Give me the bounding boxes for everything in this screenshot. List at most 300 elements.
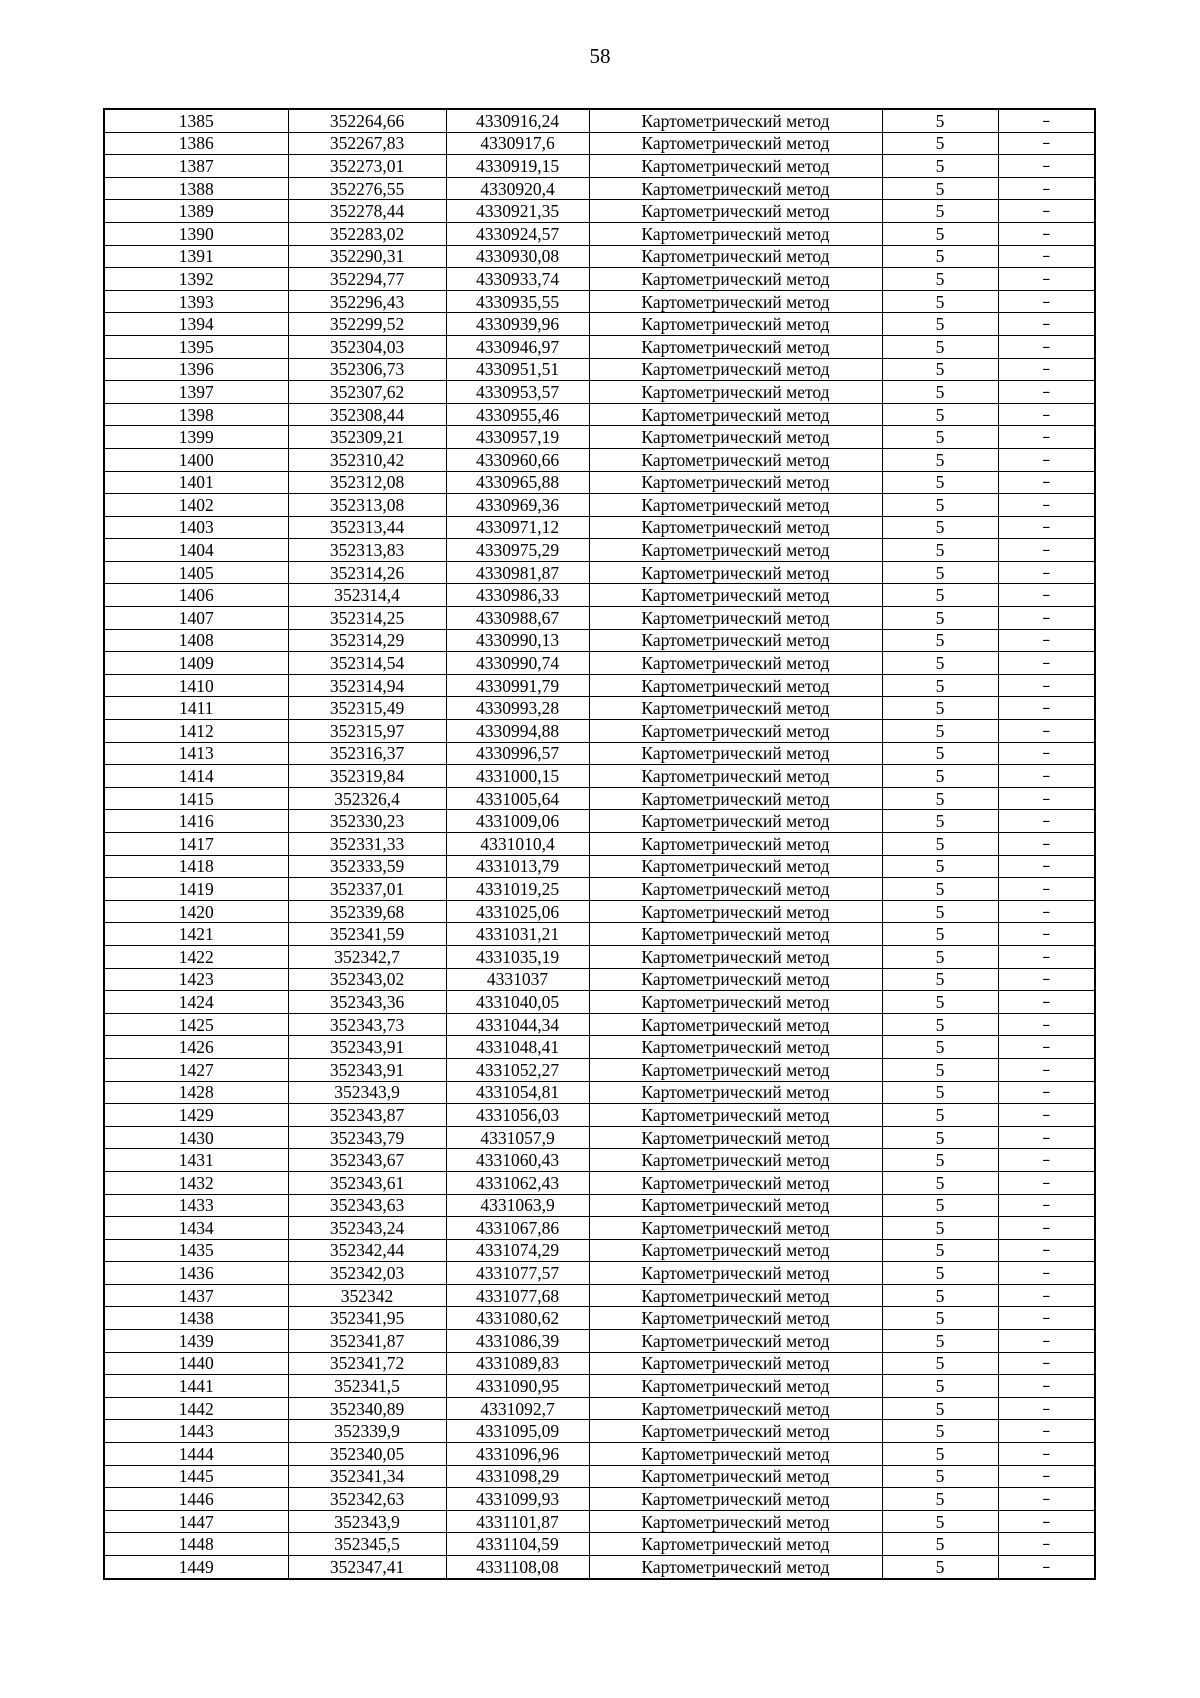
y-coordinate-cell: 4331095,09 [446, 1420, 589, 1443]
accuracy-cell: 5 [882, 629, 998, 652]
note-cell: – [998, 561, 1095, 584]
method-cell: Картометрический метод [589, 245, 882, 268]
y-coordinate-cell: 4331057,9 [446, 1126, 589, 1149]
x-coordinate-cell: 352342,7 [288, 945, 446, 968]
accuracy-cell: 5 [882, 403, 998, 426]
method-cell: Картометрический метод [589, 268, 882, 291]
note-cell: – [998, 1375, 1095, 1398]
method-cell: Картометрический метод [589, 584, 882, 607]
note-cell: – [998, 1488, 1095, 1511]
table-row [104, 1420, 1095, 1443]
y-coordinate-cell: 4331067,86 [446, 1217, 589, 1240]
method-cell: Картометрический метод [589, 1171, 882, 1194]
y-coordinate-cell: 4330930,08 [446, 245, 589, 268]
note-cell: – [998, 539, 1095, 562]
x-coordinate-cell: 352331,33 [288, 833, 446, 856]
accuracy-cell: 5 [882, 1488, 998, 1511]
method-cell: Картометрический метод [589, 1013, 882, 1036]
x-coordinate-cell: 352343,91 [288, 1036, 446, 1059]
x-coordinate-cell: 352343,9 [288, 1510, 446, 1533]
table-row [104, 335, 1095, 358]
method-cell: Картометрический метод [589, 381, 882, 404]
point-number-cell: 1386 [104, 132, 288, 155]
y-coordinate-cell: 4331077,57 [446, 1262, 589, 1285]
table-row [104, 539, 1095, 562]
note-cell: – [998, 177, 1095, 200]
method-cell: Картометрический метод [589, 1465, 882, 1488]
point-number-cell: 1441 [104, 1375, 288, 1398]
note-cell: – [998, 1058, 1095, 1081]
table-row [104, 1194, 1095, 1217]
y-coordinate-cell: 4331108,08 [446, 1556, 589, 1579]
table-row [104, 1262, 1095, 1285]
note-cell: – [998, 923, 1095, 946]
note-cell: – [998, 765, 1095, 788]
x-coordinate-cell: 352314,26 [288, 561, 446, 584]
x-coordinate-cell: 352319,84 [288, 765, 446, 788]
note-cell: – [998, 674, 1095, 697]
table-row [104, 923, 1095, 946]
y-coordinate-cell: 4330988,67 [446, 607, 589, 630]
x-coordinate-cell: 352294,77 [288, 268, 446, 291]
method-cell: Картометрический метод [589, 1194, 882, 1217]
y-coordinate-cell: 4331074,29 [446, 1239, 589, 1262]
method-cell: Картометрический метод [589, 810, 882, 833]
x-coordinate-cell: 352343,79 [288, 1126, 446, 1149]
y-coordinate-cell: 4331044,34 [446, 1013, 589, 1036]
y-coordinate-cell: 4330955,46 [446, 403, 589, 426]
point-number-cell: 1443 [104, 1420, 288, 1443]
x-coordinate-cell: 352341,72 [288, 1352, 446, 1375]
method-cell: Картометрический метод [589, 652, 882, 675]
y-coordinate-cell: 4331056,03 [446, 1104, 589, 1127]
y-coordinate-cell: 4330960,66 [446, 448, 589, 471]
table-row [104, 1556, 1095, 1579]
point-number-cell: 1387 [104, 155, 288, 178]
accuracy-cell: 5 [882, 1013, 998, 1036]
table-row [104, 155, 1095, 178]
x-coordinate-cell: 352343,73 [288, 1013, 446, 1036]
accuracy-cell: 5 [882, 833, 998, 856]
method-cell: Картометрический метод [589, 742, 882, 765]
note-cell: – [998, 1262, 1095, 1285]
table-row [104, 132, 1095, 155]
note-cell: – [998, 1397, 1095, 1420]
table-row [104, 1104, 1095, 1127]
note-cell: – [998, 426, 1095, 449]
method-cell: Картометрический метод [589, 1284, 882, 1307]
point-number-cell: 1392 [104, 268, 288, 291]
y-coordinate-cell: 4331013,79 [446, 855, 589, 878]
method-cell: Картометрический метод [589, 1556, 882, 1579]
table-row [104, 720, 1095, 743]
table-row [104, 109, 1095, 132]
x-coordinate-cell: 352341,34 [288, 1465, 446, 1488]
table-row [104, 1058, 1095, 1081]
point-number-cell: 1390 [104, 222, 288, 245]
note-cell: – [998, 1081, 1095, 1104]
note-cell: – [998, 1330, 1095, 1353]
y-coordinate-cell: 4330957,19 [446, 426, 589, 449]
x-coordinate-cell: 352310,42 [288, 448, 446, 471]
note-cell: – [998, 1510, 1095, 1533]
x-coordinate-cell: 352314,54 [288, 652, 446, 675]
x-coordinate-cell: 352296,43 [288, 290, 446, 313]
table-row [104, 1239, 1095, 1262]
accuracy-cell: 5 [882, 245, 998, 268]
table-row [104, 1171, 1095, 1194]
accuracy-cell: 5 [882, 810, 998, 833]
accuracy-cell: 5 [882, 742, 998, 765]
point-number-cell: 1409 [104, 652, 288, 675]
method-cell: Картометрический метод [589, 1217, 882, 1240]
y-coordinate-cell: 4330971,12 [446, 516, 589, 539]
table-row [104, 1330, 1095, 1353]
method-cell: Картометрический метод [589, 1420, 882, 1443]
x-coordinate-cell: 352313,44 [288, 516, 446, 539]
note-cell: – [998, 652, 1095, 675]
method-cell: Картометрический метод [589, 155, 882, 178]
table-row [104, 697, 1095, 720]
method-cell: Картометрический метод [589, 1533, 882, 1556]
accuracy-cell: 5 [882, 268, 998, 291]
point-number-cell: 1430 [104, 1126, 288, 1149]
note-cell: – [998, 132, 1095, 155]
x-coordinate-cell: 352343,87 [288, 1104, 446, 1127]
y-coordinate-cell: 4331092,7 [446, 1397, 589, 1420]
table-row [104, 1352, 1095, 1375]
x-coordinate-cell: 352342,63 [288, 1488, 446, 1511]
point-number-cell: 1423 [104, 968, 288, 991]
x-coordinate-cell: 352314,94 [288, 674, 446, 697]
y-coordinate-cell: 4330994,88 [446, 720, 589, 743]
point-number-cell: 1398 [104, 403, 288, 426]
note-cell: – [998, 810, 1095, 833]
point-number-cell: 1426 [104, 1036, 288, 1059]
x-coordinate-cell: 352341,5 [288, 1375, 446, 1398]
y-coordinate-cell: 4330965,88 [446, 471, 589, 494]
table-row [104, 765, 1095, 788]
accuracy-cell: 5 [882, 561, 998, 584]
y-coordinate-cell: 4331040,05 [446, 991, 589, 1014]
y-coordinate-cell: 4331054,81 [446, 1081, 589, 1104]
table-row [104, 381, 1095, 404]
x-coordinate-cell: 352267,83 [288, 132, 446, 155]
method-cell: Картометрический метод [589, 1262, 882, 1285]
method-cell: Картометрический метод [589, 448, 882, 471]
note-cell: – [998, 607, 1095, 630]
point-number-cell: 1445 [104, 1465, 288, 1488]
x-coordinate-cell: 352330,23 [288, 810, 446, 833]
method-cell: Картометрический метод [589, 358, 882, 381]
note-cell: – [998, 403, 1095, 426]
x-coordinate-cell: 352314,4 [288, 584, 446, 607]
y-coordinate-cell: 4330916,24 [446, 109, 589, 132]
point-number-cell: 1399 [104, 426, 288, 449]
accuracy-cell: 5 [882, 607, 998, 630]
point-number-cell: 1389 [104, 200, 288, 223]
point-number-cell: 1404 [104, 539, 288, 562]
method-cell: Картометрический метод [589, 945, 882, 968]
method-cell: Картометрический метод [589, 1443, 882, 1466]
x-coordinate-cell: 352313,08 [288, 494, 446, 517]
method-cell: Картометрический метод [589, 109, 882, 132]
y-coordinate-cell: 4330990,13 [446, 629, 589, 652]
accuracy-cell: 5 [882, 1126, 998, 1149]
y-coordinate-cell: 4330975,29 [446, 539, 589, 562]
point-number-cell: 1401 [104, 471, 288, 494]
accuracy-cell: 5 [882, 335, 998, 358]
method-cell: Картометрический метод [589, 833, 882, 856]
method-cell: Картометрический метод [589, 1149, 882, 1172]
point-number-cell: 1433 [104, 1194, 288, 1217]
x-coordinate-cell: 352264,66 [288, 109, 446, 132]
accuracy-cell: 5 [882, 222, 998, 245]
point-number-cell: 1434 [104, 1217, 288, 1240]
y-coordinate-cell: 4330933,74 [446, 268, 589, 291]
point-number-cell: 1406 [104, 584, 288, 607]
table-row [104, 900, 1095, 923]
table-row [104, 1397, 1095, 1420]
note-cell: – [998, 200, 1095, 223]
accuracy-cell: 5 [882, 109, 998, 132]
table-row [104, 674, 1095, 697]
y-coordinate-cell: 4331086,39 [446, 1330, 589, 1353]
table-row [104, 742, 1095, 765]
accuracy-cell: 5 [882, 1217, 998, 1240]
x-coordinate-cell: 352313,83 [288, 539, 446, 562]
y-coordinate-cell: 4331035,19 [446, 945, 589, 968]
accuracy-cell: 5 [882, 855, 998, 878]
y-coordinate-cell: 4331104,59 [446, 1533, 589, 1556]
x-coordinate-cell: 352341,59 [288, 923, 446, 946]
method-cell: Картометрический метод [589, 968, 882, 991]
note-cell: – [998, 584, 1095, 607]
table-row [104, 448, 1095, 471]
note-cell: – [998, 358, 1095, 381]
accuracy-cell: 5 [882, 539, 998, 562]
accuracy-cell: 5 [882, 313, 998, 336]
note-cell: – [998, 109, 1095, 132]
note-cell: – [998, 1352, 1095, 1375]
method-cell: Картометрический метод [589, 720, 882, 743]
accuracy-cell: 5 [882, 1420, 998, 1443]
note-cell: – [998, 968, 1095, 991]
table-row [104, 245, 1095, 268]
accuracy-cell: 5 [882, 584, 998, 607]
note-cell: – [998, 1556, 1095, 1579]
method-cell: Картометрический метод [589, 1488, 882, 1511]
note-cell: – [998, 945, 1095, 968]
table-row [104, 1533, 1095, 1556]
accuracy-cell: 5 [882, 674, 998, 697]
method-cell: Картометрический метод [589, 561, 882, 584]
y-coordinate-cell: 4330990,74 [446, 652, 589, 675]
x-coordinate-cell: 352308,44 [288, 403, 446, 426]
note-cell: – [998, 1284, 1095, 1307]
x-coordinate-cell: 352345,5 [288, 1533, 446, 1556]
point-number-cell: 1413 [104, 742, 288, 765]
point-number-cell: 1444 [104, 1443, 288, 1466]
accuracy-cell: 5 [882, 1081, 998, 1104]
y-coordinate-cell: 4330951,51 [446, 358, 589, 381]
accuracy-cell: 5 [882, 968, 998, 991]
x-coordinate-cell: 352312,08 [288, 471, 446, 494]
point-number-cell: 1420 [104, 900, 288, 923]
y-coordinate-cell: 4331037 [446, 968, 589, 991]
y-coordinate-cell: 4331009,06 [446, 810, 589, 833]
note-cell: – [998, 155, 1095, 178]
table-row [104, 1510, 1095, 1533]
method-cell: Картометрический метод [589, 1104, 882, 1127]
method-cell: Картометрический метод [589, 516, 882, 539]
y-coordinate-cell: 4331080,62 [446, 1307, 589, 1330]
note-cell: – [998, 222, 1095, 245]
table-row [104, 177, 1095, 200]
note-cell: – [998, 1307, 1095, 1330]
y-coordinate-cell: 4330917,6 [446, 132, 589, 155]
x-coordinate-cell: 352315,49 [288, 697, 446, 720]
note-cell: – [998, 1194, 1095, 1217]
method-cell: Картометрический метод [589, 1081, 882, 1104]
y-coordinate-cell: 4331019,25 [446, 878, 589, 901]
y-coordinate-cell: 4331010,4 [446, 833, 589, 856]
y-coordinate-cell: 4331062,43 [446, 1171, 589, 1194]
x-coordinate-cell: 352333,59 [288, 855, 446, 878]
note-cell: – [998, 268, 1095, 291]
point-number-cell: 1435 [104, 1239, 288, 1262]
y-coordinate-cell: 4331098,29 [446, 1465, 589, 1488]
note-cell: – [998, 1126, 1095, 1149]
point-number-cell: 1415 [104, 787, 288, 810]
table-row [104, 968, 1095, 991]
point-number-cell: 1440 [104, 1352, 288, 1375]
accuracy-cell: 5 [882, 200, 998, 223]
x-coordinate-cell: 352347,41 [288, 1556, 446, 1579]
method-cell: Картометрический метод [589, 222, 882, 245]
x-coordinate-cell: 352342,03 [288, 1262, 446, 1285]
method-cell: Картометрический метод [589, 787, 882, 810]
accuracy-cell: 5 [882, 132, 998, 155]
table-row [104, 1126, 1095, 1149]
x-coordinate-cell: 352341,95 [288, 1307, 446, 1330]
method-cell: Картометрический метод [589, 1510, 882, 1533]
table-row [104, 1284, 1095, 1307]
point-number-cell: 1419 [104, 878, 288, 901]
accuracy-cell: 5 [882, 991, 998, 1014]
point-number-cell: 1402 [104, 494, 288, 517]
y-coordinate-cell: 4330953,57 [446, 381, 589, 404]
accuracy-cell: 5 [882, 471, 998, 494]
table-row [104, 1375, 1095, 1398]
point-number-cell: 1438 [104, 1307, 288, 1330]
x-coordinate-cell: 352278,44 [288, 200, 446, 223]
y-coordinate-cell: 4330993,28 [446, 697, 589, 720]
accuracy-cell: 5 [882, 290, 998, 313]
x-coordinate-cell: 352273,01 [288, 155, 446, 178]
point-number-cell: 1407 [104, 607, 288, 630]
accuracy-cell: 5 [882, 787, 998, 810]
table-row [104, 403, 1095, 426]
y-coordinate-cell: 4330939,96 [446, 313, 589, 336]
note-cell: – [998, 629, 1095, 652]
note-cell: – [998, 878, 1095, 901]
point-number-cell: 1385 [104, 109, 288, 132]
method-cell: Картометрический метод [589, 1307, 882, 1330]
note-cell: – [998, 855, 1095, 878]
method-cell: Картометрический метод [589, 1352, 882, 1375]
accuracy-cell: 5 [882, 516, 998, 539]
y-coordinate-cell: 4330924,57 [446, 222, 589, 245]
point-number-cell: 1425 [104, 1013, 288, 1036]
table-row [104, 290, 1095, 313]
accuracy-cell: 5 [882, 1171, 998, 1194]
table-row [104, 200, 1095, 223]
note-cell: – [998, 290, 1095, 313]
point-number-cell: 1394 [104, 313, 288, 336]
table-row [104, 652, 1095, 675]
accuracy-cell: 5 [882, 358, 998, 381]
coordinates-table [103, 108, 1096, 1580]
accuracy-cell: 5 [882, 177, 998, 200]
x-coordinate-cell: 352343,02 [288, 968, 446, 991]
point-number-cell: 1410 [104, 674, 288, 697]
method-cell: Картометрический метод [589, 132, 882, 155]
y-coordinate-cell: 4331096,96 [446, 1443, 589, 1466]
y-coordinate-cell: 4331005,64 [446, 787, 589, 810]
table-row [104, 1081, 1095, 1104]
table-row [104, 991, 1095, 1014]
y-coordinate-cell: 4330996,57 [446, 742, 589, 765]
table-row [104, 1149, 1095, 1172]
table-body [104, 109, 1095, 1579]
accuracy-cell: 5 [882, 1330, 998, 1353]
accuracy-cell: 5 [882, 1284, 998, 1307]
x-coordinate-cell: 352283,02 [288, 222, 446, 245]
accuracy-cell: 5 [882, 652, 998, 675]
x-coordinate-cell: 352343,24 [288, 1217, 446, 1240]
method-cell: Картометрический метод [589, 878, 882, 901]
point-number-cell: 1427 [104, 1058, 288, 1081]
accuracy-cell: 5 [882, 765, 998, 788]
method-cell: Картометрический метод [589, 471, 882, 494]
note-cell: – [998, 1443, 1095, 1466]
table-row [104, 1307, 1095, 1330]
x-coordinate-cell: 352343,9 [288, 1081, 446, 1104]
accuracy-cell: 5 [882, 1443, 998, 1466]
x-coordinate-cell: 352304,03 [288, 335, 446, 358]
accuracy-cell: 5 [882, 923, 998, 946]
y-coordinate-cell: 4331089,83 [446, 1352, 589, 1375]
accuracy-cell: 5 [882, 381, 998, 404]
point-number-cell: 1447 [104, 1510, 288, 1533]
point-number-cell: 1395 [104, 335, 288, 358]
point-number-cell: 1421 [104, 923, 288, 946]
x-coordinate-cell: 352307,62 [288, 381, 446, 404]
point-number-cell: 1408 [104, 629, 288, 652]
note-cell: – [998, 697, 1095, 720]
accuracy-cell: 5 [882, 1262, 998, 1285]
table-row [104, 1013, 1095, 1036]
y-coordinate-cell: 4331101,87 [446, 1510, 589, 1533]
x-coordinate-cell: 352343,91 [288, 1058, 446, 1081]
method-cell: Картометрический метод [589, 313, 882, 336]
y-coordinate-cell: 4331048,41 [446, 1036, 589, 1059]
accuracy-cell: 5 [882, 1104, 998, 1127]
table-row [104, 1465, 1095, 1488]
x-coordinate-cell: 352343,36 [288, 991, 446, 1014]
y-coordinate-cell: 4331025,06 [446, 900, 589, 923]
